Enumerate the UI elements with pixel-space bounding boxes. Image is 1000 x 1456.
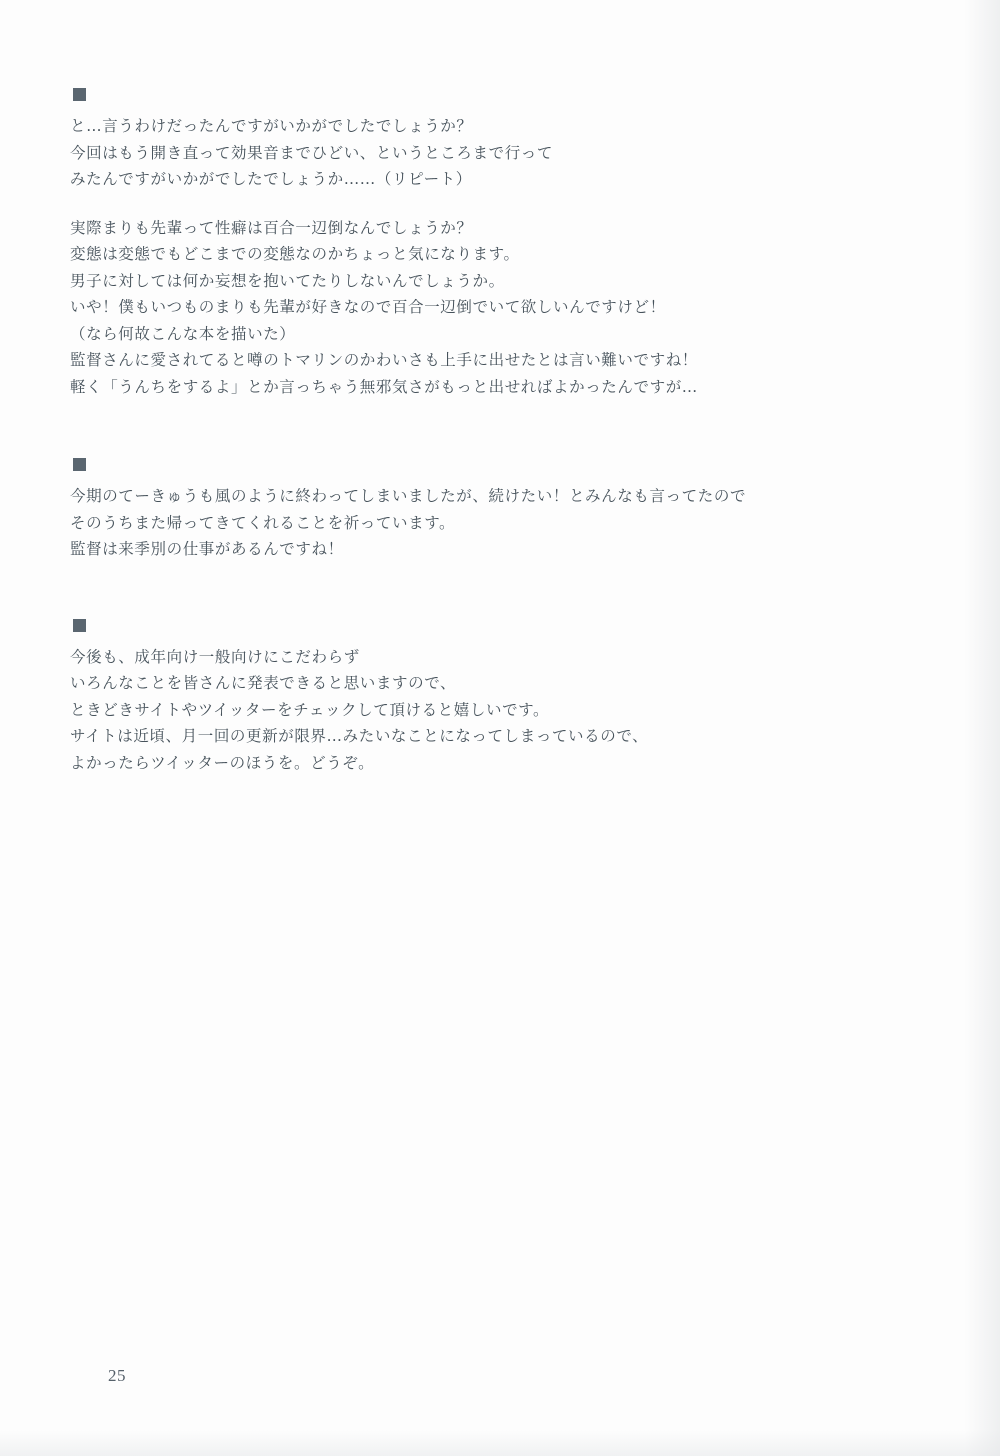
text-line: 今後も、成年向け一般向けにこだわらず [70, 647, 360, 666]
section-spacer [70, 589, 920, 619]
square-bullet-icon [73, 458, 86, 471]
paragraph-spacer [70, 193, 920, 215]
text-line: いろんなことを皆さんに発表できると思いますので、 [70, 674, 457, 692]
page-edge-shading [964, 0, 1000, 1456]
text-line: みたんですがいかがでしたでしょうか……（リピート） [70, 170, 472, 188]
text-line: と…言うわけだったんですがいかがでしたでしょうか？ [70, 117, 473, 135]
text-line: （なら何故こんな本を描いた） [70, 324, 296, 343]
text-section [70, 88, 920, 400]
text-line: いや！僕もいつものまりも先輩が好きなので百合一辺倒でいて欲しいんですけど！ [70, 298, 666, 316]
text-line: サイトは近頃、月一回の更新が限界…みたいなことになってしまっているので、 [70, 727, 649, 745]
text-line: 監督は来季別の仕事があるんですね！ [70, 540, 344, 558]
square-bullet-icon [73, 619, 86, 632]
paragraph-group [70, 644, 920, 777]
text-line: 今回はもう開き直って効果音までひどい、というところまで行って [70, 143, 554, 162]
section-spacer [70, 426, 920, 458]
paragraph-group [70, 113, 920, 400]
afterword-text-body [70, 88, 920, 802]
text-section [70, 619, 920, 777]
text-line: ときどきサイトやツイッターをチェックして頂けると嬉しいです。 [70, 700, 550, 719]
text-line: 男子に対しては何か妄想を抱いてたりしないんでしょうか。 [70, 271, 505, 290]
text-line: そのうちまた帰ってきてくれることを祈っています。 [70, 513, 456, 532]
text-line: 変態は変態でもどこまでの変態なのかちょっと気になります。 [70, 245, 520, 263]
text-line: 今期のてーきゅうも風のように終わってしまいましたが、続けたい！とみんなも言ってたので [70, 487, 747, 505]
square-bullet-icon [73, 88, 86, 101]
text-line: よかったらツイッターのほうを。どうぞ。 [70, 753, 375, 772]
page-number: 25 [108, 1366, 126, 1385]
text-line: 軽く「うんちをするよ」とか言っちゃう無邪気さがもっと出せればよかったんですが… [70, 377, 698, 396]
paragraph-group [70, 483, 920, 563]
text-line: 監督さんに愛されてると噂のトマリンのかわいさも上手に出せたとは言い難いですね！ [70, 351, 698, 369]
page-bottom-shading [0, 1430, 1000, 1456]
text-line: 実際まりも先輩って性癖は百合一辺倒なんでしょうか？ [70, 218, 473, 237]
text-section [70, 458, 920, 563]
